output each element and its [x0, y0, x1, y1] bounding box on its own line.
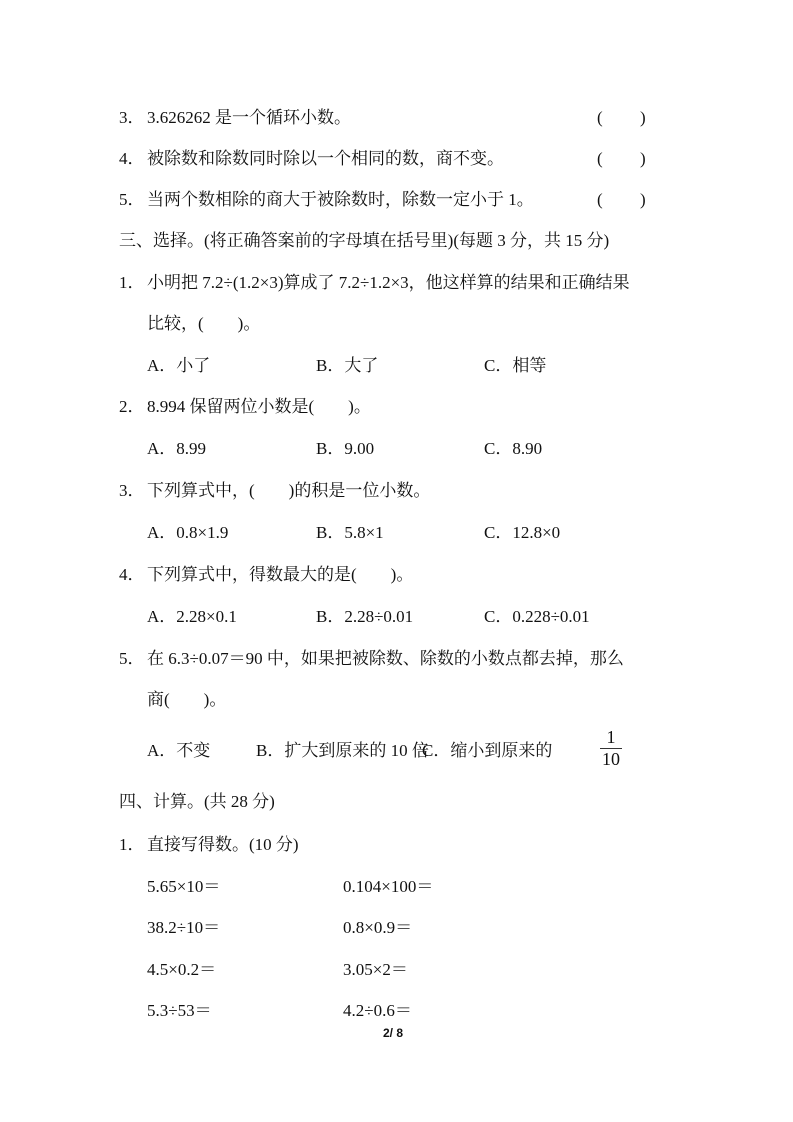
option-a: A．2.28×0.1 [147, 607, 237, 626]
question-text: 直接写得数。(10 分) [147, 835, 299, 854]
question-text-cont: 比较，( )。 [147, 314, 261, 333]
section-title: 四、计算。(共 28 分) [119, 792, 275, 811]
question-number: 3． [119, 481, 145, 500]
question-number: 1． [119, 273, 145, 292]
question-text: 3.626262 是一个循环小数。 [147, 108, 351, 127]
question-number: 4． [119, 149, 145, 168]
question-number: 2． [119, 397, 145, 416]
question-text: 下列算式中，得数最大的是( )。 [147, 565, 414, 584]
option-c: C．0.228÷0.01 [484, 607, 590, 626]
option-b: B．扩大到原来的 10 倍 [256, 741, 429, 760]
question-text: 在 6.3÷0.07＝90 中，如果把被除数、除数的小数点都去掉，那么 [147, 649, 624, 668]
question-number: 1． [119, 835, 145, 854]
option-a: A．小了 [147, 356, 211, 375]
option-a: A．0.8×1.9 [147, 523, 229, 542]
calc-item: 0.104×100＝ [343, 877, 434, 896]
option-a: A．8.99 [147, 439, 207, 458]
question-text: 当两个数相除的商大于被除数时，除数一定小于 1。 [147, 190, 534, 209]
calc-item: 4.2÷0.6＝ [343, 1001, 412, 1020]
question-text: 下列算式中，( )的积是一位小数。 [147, 481, 431, 500]
option-a: A．不变 [147, 741, 211, 760]
calc-item: 4.5×0.2＝ [147, 960, 217, 979]
question-text: 被除数和除数同时除以一个相同的数，商不变。 [147, 149, 504, 168]
question-text: 8.994 保留两位小数是( )。 [147, 397, 371, 416]
question-number: 5． [119, 190, 145, 209]
question-text: 小明把 7.2÷(1.2×3)算成了 7.2÷1.2×3，他这样算的结果和正确结果 [147, 273, 630, 292]
option-b: B．9.00 [316, 439, 375, 458]
answer-paren-close: ) [640, 108, 646, 127]
question-text-cont: 商( )。 [147, 690, 227, 709]
calc-item: 0.8×0.9＝ [343, 918, 413, 937]
option-c: C．12.8×0 [484, 523, 561, 542]
fraction-denominator: 10 [602, 749, 620, 769]
page-number: 2/ 8 [383, 1026, 404, 1040]
section-title: 三、选择。(将正确答案前的字母填在括号里)(每题 3 分，共 15 分) [119, 231, 610, 250]
calc-item: 5.3÷53＝ [147, 1001, 212, 1020]
answer-paren-open: ( [597, 190, 603, 209]
question-number: 3． [119, 108, 145, 127]
option-c: C．缩小到原来的 [422, 741, 553, 760]
fraction-one-tenth [600, 728, 622, 769]
option-c: C．8.90 [484, 439, 543, 458]
answer-paren-open: ( [597, 108, 603, 127]
option-b: B．大了 [316, 356, 379, 375]
fraction-numerator: 1 [606, 727, 616, 747]
answer-paren-close: ) [640, 149, 646, 168]
option-c: C．相等 [484, 356, 547, 375]
option-b: B．2.28÷0.01 [316, 607, 414, 626]
answer-paren-close: ) [640, 190, 646, 209]
question-number: 5． [119, 649, 145, 668]
option-b: B．5.8×1 [316, 523, 384, 542]
question-number: 4． [119, 565, 145, 584]
calc-item: 3.05×2＝ [343, 960, 408, 979]
answer-paren-open: ( [597, 149, 603, 168]
calc-item: 38.2÷10＝ [147, 918, 221, 937]
calc-item: 5.65×10＝ [147, 877, 221, 896]
